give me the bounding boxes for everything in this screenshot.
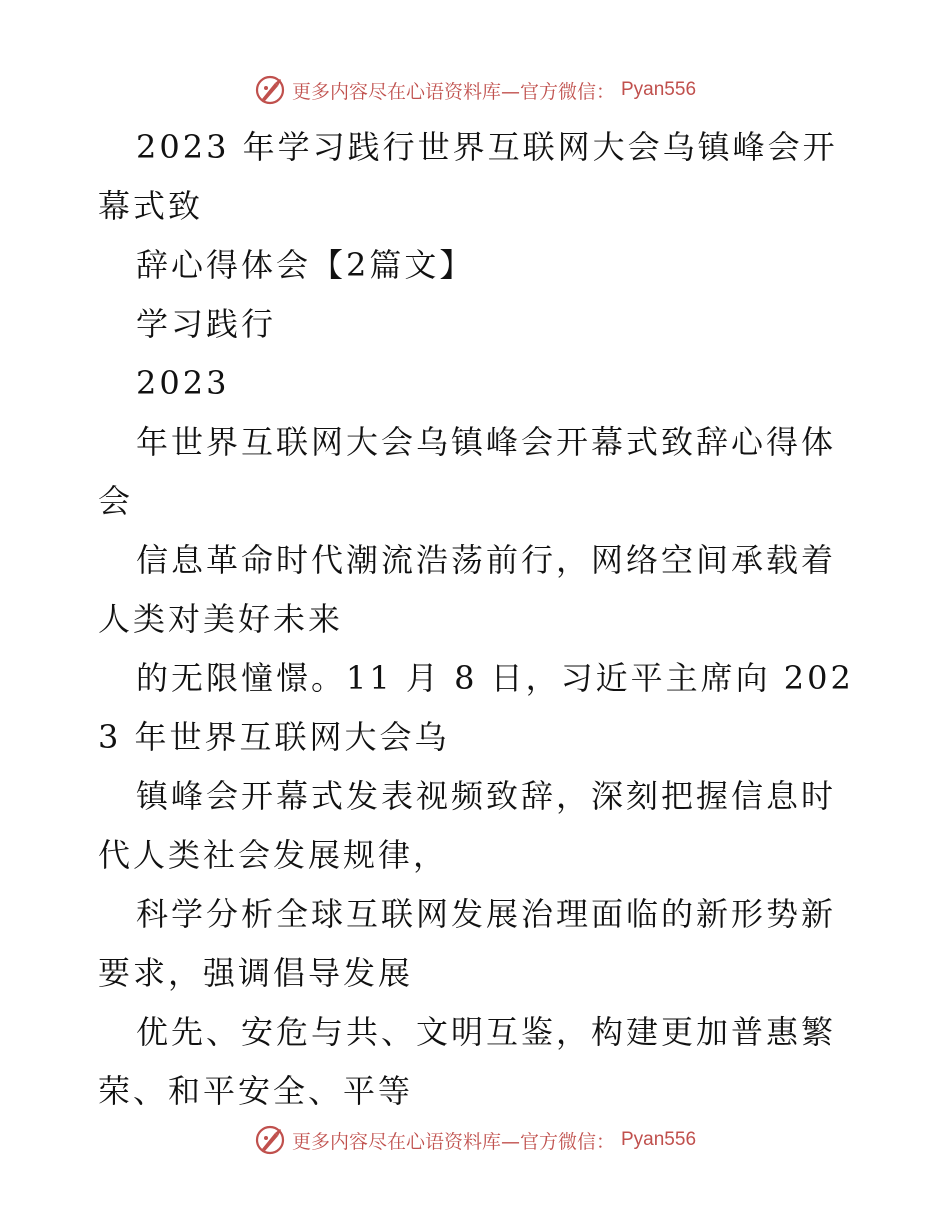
paragraph: 信息革命时代潮流浩荡前行，网络空间承载着人类对美好未来 xyxy=(98,541,837,638)
watermark-wechat-id: Pyan556 xyxy=(621,1129,697,1150)
paragraph: 辞心得体会【2篇文】 xyxy=(136,246,475,284)
header-watermark xyxy=(0,70,950,110)
footer-watermark xyxy=(0,1120,950,1160)
paragraph: 优先、安危与共、文明互鉴，构建更加普惠繁荣、和平安全、平等 xyxy=(98,1013,837,1110)
paragraph: 学习践行 xyxy=(136,305,277,343)
paragraph: 年世界互联网大会乌镇峰会开幕式致辞心得体会 xyxy=(98,423,837,520)
paragraph: 2023 年学习践行世界互联网大会乌镇峰会开幕式致 xyxy=(98,128,838,225)
watermark-group xyxy=(254,74,696,106)
watermark-text: 更多内容尽在心语资料库—官方微信： xyxy=(291,80,615,103)
watermark-group xyxy=(254,1124,696,1156)
paragraph: 科学分析全球互联网发展治理面临的新形势新要求，强调倡导发展 xyxy=(98,895,837,992)
quill-pen-logo-icon xyxy=(254,1124,286,1156)
paragraph: 的无限憧憬。11 月 8 日，习近平主席向 2023 年世界互联网大会乌 xyxy=(98,659,854,756)
quill-pen-logo-icon xyxy=(254,74,286,106)
paragraph: 镇峰会开幕式发表视频致辞，深刻把握信息时代人类社会发展规律， xyxy=(98,777,837,874)
paragraph: 2023 xyxy=(136,364,230,402)
document-body xyxy=(98,118,858,1121)
watermark-wechat-id: Pyan556 xyxy=(621,79,697,100)
watermark-text: 更多内容尽在心语资料库—官方微信： xyxy=(291,1130,615,1153)
